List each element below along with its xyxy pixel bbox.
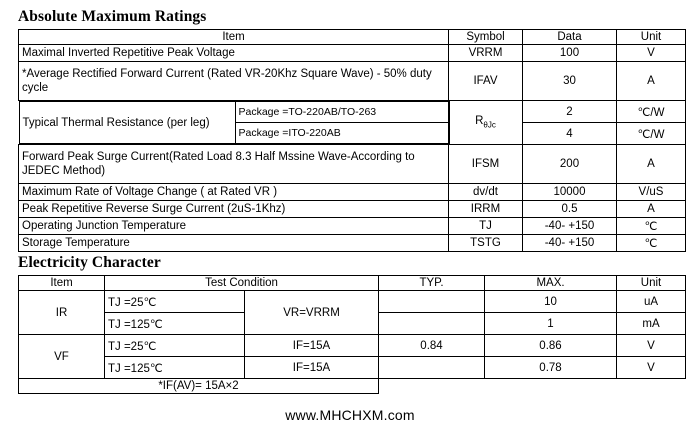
symbol-r-theta-jc-sub: θJc xyxy=(483,120,496,130)
cell-data: 30 xyxy=(523,62,617,101)
cell-symbol: TSTG xyxy=(449,235,523,252)
table-row xyxy=(19,145,686,184)
cell-item-ir: IR xyxy=(19,291,105,335)
page-title-absolute-maximum-ratings: Absolute Maximum Ratings xyxy=(18,8,207,25)
cell-condition-if: IF=15A xyxy=(245,357,379,379)
cell-package-ito220ab: Package =ITO-220AB xyxy=(235,123,449,144)
cell-item: Forward Peak Surge Current(Rated Load 8.3 Half Mssine Wave-According to JEDEC Method) xyxy=(19,145,449,184)
cell-data: 200 xyxy=(523,145,617,184)
table-row xyxy=(19,184,686,201)
column-header-unit: Unit xyxy=(617,276,686,291)
page-title-electricity-character: Electricity Character xyxy=(18,254,161,272)
cell-condition-temp: TJ =25℃ xyxy=(105,335,245,357)
table-row-thermal-1 xyxy=(19,101,686,123)
table-row xyxy=(19,218,686,235)
cell-data: 2 xyxy=(523,101,617,123)
table-row xyxy=(19,291,686,313)
table-row xyxy=(19,235,686,252)
cell-condition-temp: TJ =125℃ xyxy=(105,313,245,335)
absolute-maximum-ratings-table xyxy=(18,29,686,252)
cell-symbol: TJ xyxy=(449,218,523,235)
cell-package-to220ab-to263: Package =TO-220AB/TO-263 xyxy=(235,102,449,123)
cell-unit: mA xyxy=(617,313,686,335)
column-header-item: Item xyxy=(19,30,449,45)
column-header-item: Item xyxy=(19,276,105,291)
cell-symbol: IRRM xyxy=(449,201,523,218)
column-header-max: MAX. xyxy=(485,276,617,291)
column-header-data: Data xyxy=(523,30,617,45)
cell-symbol: IFAV xyxy=(449,62,523,101)
cell-data: -40- +150 xyxy=(523,235,617,252)
cell-data: 0.5 xyxy=(523,201,617,218)
cell-max: 10 xyxy=(485,291,617,313)
cell-symbol-thermal xyxy=(449,101,523,145)
cell-typ xyxy=(379,291,485,313)
cell-unit: ℃/W xyxy=(617,123,686,145)
cell-unit: V xyxy=(617,357,686,379)
cell-item: Peak Repetitive Reverse Surge Current (2uS-1Khz) xyxy=(19,201,449,218)
cell-data: 100 xyxy=(523,45,617,62)
cell-symbol: VRRM xyxy=(449,45,523,62)
cell-item: Maximum Rate of Voltage Change ( at Rated VR ) xyxy=(19,184,449,201)
cell-typ xyxy=(379,313,485,335)
footnote-if-av: *IF(AV)= 15A×2 xyxy=(19,379,379,394)
cell-condition-temp: TJ =25℃ xyxy=(105,291,245,313)
cell-condition-if: IF=15A xyxy=(245,335,379,357)
cell-data: 4 xyxy=(523,123,617,145)
column-header-unit: Unit xyxy=(617,30,686,45)
cell-symbol: dv/dt xyxy=(449,184,523,201)
column-header-symbol: Symbol xyxy=(449,30,523,45)
cell-typ: 0.84 xyxy=(379,335,485,357)
table-row xyxy=(19,357,686,379)
cell-unit: A xyxy=(617,145,686,184)
symbol-r-theta-jc-main: R xyxy=(475,115,484,128)
cell-item: Operating Junction Temperature xyxy=(19,218,449,235)
cell-max: 0.78 xyxy=(485,357,617,379)
cell-unit: A xyxy=(617,201,686,218)
table-header-row xyxy=(19,30,686,45)
cell-unit: ℃ xyxy=(617,218,686,235)
cell-condition-temp: TJ =125℃ xyxy=(105,357,245,379)
cell-unit: ℃/W xyxy=(617,101,686,123)
cell-unit: uA xyxy=(617,291,686,313)
cell-condition-vr: VR=VRRM xyxy=(245,291,379,335)
table-row xyxy=(19,335,686,357)
electricity-character-table xyxy=(18,275,686,394)
cell-item: Maximal Inverted Repetitive Peak Voltage xyxy=(19,45,449,62)
cell-symbol: IFSM xyxy=(449,145,523,184)
table-header-row xyxy=(19,276,686,291)
cell-data: -40- +150 xyxy=(523,218,617,235)
cell-item: Storage Temperature xyxy=(19,235,449,252)
cell-item: *Average Rectified Forward Current (Rated VR-20Khz Square Wave) - 50% duty cycle xyxy=(19,62,449,101)
column-header-typ: TYP. xyxy=(379,276,485,291)
cell-data: 10000 xyxy=(523,184,617,201)
table-footnote-row xyxy=(19,379,686,394)
table-row xyxy=(19,45,686,62)
cell-unit: V xyxy=(617,335,686,357)
column-header-test-condition: Test Condition xyxy=(105,276,379,291)
table-row xyxy=(19,201,686,218)
cell-unit: A xyxy=(617,62,686,101)
cell-max: 0.86 xyxy=(485,335,617,357)
cell-item-vf: VF xyxy=(19,335,105,379)
cell-item-thermal: Typical Thermal Resistance (per leg) xyxy=(19,102,235,144)
cell-item-thermal-wrapper xyxy=(19,101,449,145)
cell-unit: V xyxy=(617,45,686,62)
table-row xyxy=(19,62,686,101)
cell-max: 1 xyxy=(485,313,617,335)
cell-typ xyxy=(379,357,485,379)
website-url: www.MHCHXM.com xyxy=(285,407,415,423)
cell-unit: V/uS xyxy=(617,184,686,201)
cell-unit: ℃ xyxy=(617,235,686,252)
